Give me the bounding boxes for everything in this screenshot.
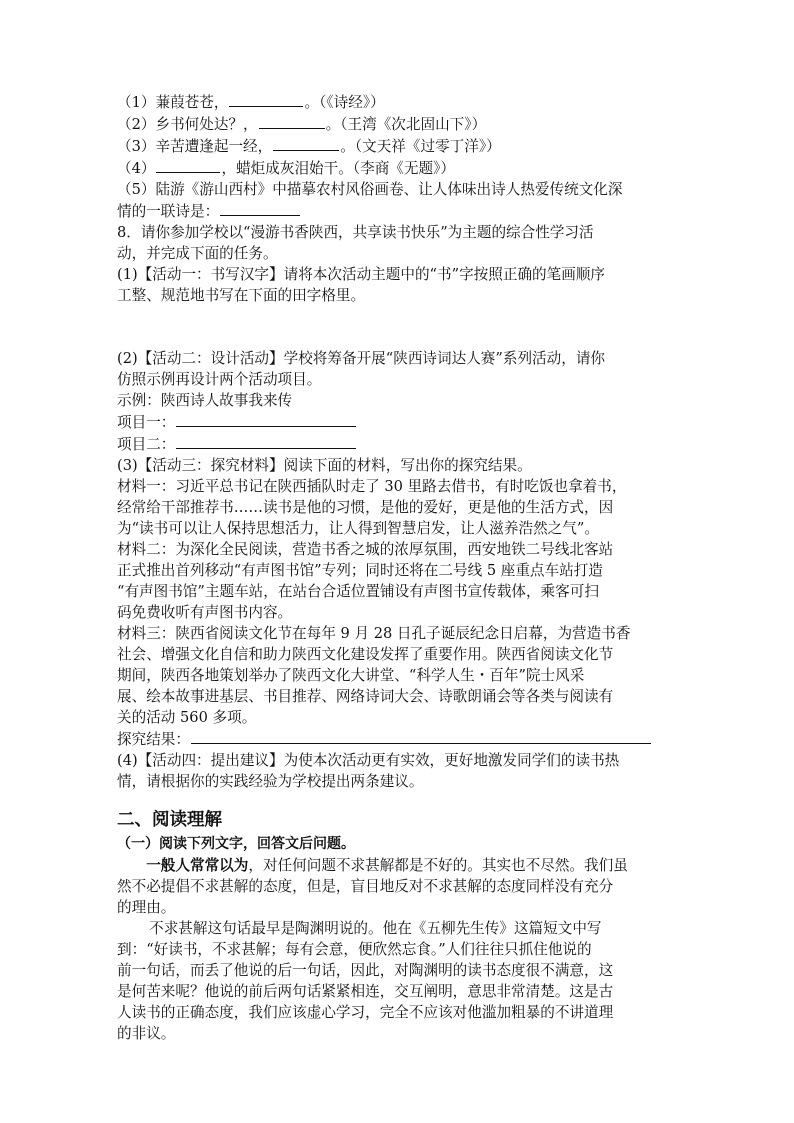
q7-item-1-pre: （1）蒹葭苍苍， (117, 94, 229, 111)
paragraph-line: 然不必提倡不求甚解的态度，但是，盲目地反对不求甚解的态度同样没有充分 (117, 878, 614, 895)
answer-blank[interactable] (259, 113, 325, 129)
passage-paragraph-1 (117, 855, 677, 918)
material-3-line: 展、绘本故事进基层、书目推荐、网络诗词大会、诗歌朗诵会等各类与阅读有 (117, 688, 614, 705)
answer-blank[interactable] (229, 91, 303, 107)
q7-item-2-post: 。（王湾《次北固山下》） (325, 116, 487, 133)
q7-item-2-pre: （2）乡书何处达？， (117, 116, 258, 133)
answer-blank[interactable] (220, 200, 300, 216)
q7-item-3 (117, 135, 677, 157)
q7-item-4-pre: （4） (117, 160, 156, 177)
material-2 (117, 539, 677, 623)
project-2-blank[interactable] (176, 433, 356, 449)
q8-intro-line-1: 8．请你参加学校以“漫游书香陕西，共享读书快乐”为主题的综合性学习活 (117, 224, 594, 241)
paragraph-line: 不求甚解这句话最早是陶渊明说的。他在《五柳先生传》这篇短文中写 (149, 920, 602, 937)
answer-blank[interactable] (156, 157, 220, 173)
material-2-line: 正式推出首列移动“有声图书馆”专列；同时还将在二号线 5 座重点车站打造 (117, 562, 603, 579)
q7-item-5-line-1: （5）陆游《游山西村》中描摹农村风俗画卷、让人体味出诗人热爱传统文化深 (117, 181, 623, 198)
section-2-title: 二、阅读理解 (117, 810, 222, 830)
q8-activity-4-line-2: 情，请根据你的实践经验为学校提出两条建议。 (117, 773, 424, 790)
project-1-blank[interactable] (176, 411, 356, 427)
writing-grid-space (117, 306, 677, 348)
q7-item-4 (117, 157, 677, 179)
material-1-line: 为“读书可以让人保持思想活力，让人得到智慧启发，让人滋养浩然之气”。 (117, 520, 599, 537)
paragraph-line: 是何苦来呢？他说的前后两句话紧紧相连，交互阐明，意思非常清楚。这是古 (117, 983, 614, 1000)
q8-example: 示例：陕西诗人故事我来传 (117, 392, 293, 409)
result-blank[interactable] (191, 728, 651, 744)
q8-activity-2-line-2: 仿照示例再设计两个活动项目。 (117, 371, 322, 388)
section-2-subtitle: （一）阅读下列文字，回答文后问题。 (117, 836, 355, 852)
document-page (117, 91, 677, 1044)
q8-result (117, 728, 677, 750)
q7-item-1 (117, 91, 677, 113)
paragraph-line: 人读书的正确态度，我们应该虚心学习，完全不应该对他滥加粗暴的不讲道理 (117, 1004, 614, 1021)
material-2-line: “有声图书馆”主题车站，在站台合适位置铺设有声图书宣传载体，乘客可扫 (117, 583, 599, 600)
material-1 (117, 476, 677, 539)
q8-project-1 (117, 411, 677, 433)
q7-item-3-post: 。（文天祥《过零丁洋》） (340, 138, 501, 155)
q7-item-1-post: 。（《诗经》） (304, 94, 385, 111)
q7-item-3-pre: （3）辛苦遭逢起一经， (117, 138, 273, 155)
paragraph-line: 的非议。 (117, 1025, 176, 1042)
material-2-line: 材料二：为深化全民阅读，营造书香之城的浓厚氛围，西安地铁二号线北客站 (117, 541, 614, 558)
q7-item-5-text: 情的一联诗是： (117, 203, 220, 220)
project-1-label: 项目一： (117, 414, 176, 431)
q8-activity-1-line-1: (1)【活动一：书写汉字】请将本次活动主题中的“书”字按照正确的笔画顺序 (117, 266, 606, 283)
passage-paragraph-2 (117, 918, 677, 1044)
q8-project-2 (117, 433, 677, 455)
material-3-line: 材料三：陕西省阅读文化节在每年 9 月 28 日孔子诞辰纪念日启幕，为营造书香 (117, 625, 631, 642)
bold-phrase: 一般人常常以为 (146, 857, 249, 874)
q8-activity-2-line-1: (2)【活动二：设计活动】学校将筹备开展“陕西诗词达人赛”系列活动，请你 (117, 350, 606, 367)
material-3-line: 关的活动 560 多项。 (117, 709, 257, 726)
q7-item-5-line-2 (117, 200, 677, 222)
answer-blank[interactable] (273, 135, 339, 151)
material-3-line: 社会、增强文化自信和助力陕西文化建设发挥了重要作用。陕西省阅读文化节 (117, 646, 614, 663)
q8-activity-1-line-2: 工整、规范地书写在下面的田字格里。 (117, 287, 366, 304)
q8-activity-3: (3)【活动三：探究材料】阅读下面的材料，写出你的探究结果。 (117, 457, 532, 474)
material-3-line: 期间，陕西各地策划举办了陕西文化大讲堂、“科学人生・百年”院士风采 (117, 667, 585, 684)
q8-intro-line-2: 动，并完成下面的任务。 (117, 245, 278, 262)
material-1-line: 经常给干部推荐书……读书是他的习惯，是他的爱好，更是他的生活方式，因 (117, 499, 614, 516)
project-2-label: 项目二： (117, 436, 176, 453)
material-3 (117, 623, 677, 728)
paragraph-line: 的理由。 (117, 899, 176, 916)
material-2-line: 码免费收听有声图书内容。 (117, 604, 293, 621)
result-label: 探究结果： (117, 731, 190, 748)
material-1-line: 材料一：习近平总书记在陕西插队时走了 30 里路去借书，有时吃饭也拿着书， (117, 478, 627, 495)
paragraph-line: 前一句话，而丢了他说的后一句话，因此，对陶渊明的读书态度很不满意，这 (117, 962, 614, 979)
q7-item-4-post: ，蜡炬成灰泪始干。（李商《无题》） (221, 160, 455, 177)
paragraph-text: ，对任何问题不求甚解都是不好的。其实也不尽然。我们虽 (248, 857, 628, 874)
paragraph-line: 到：“好读书，不求甚解；每有会意，便欣然忘食。”人们往往只抓住他说的 (117, 941, 592, 958)
paragraph-line (117, 855, 677, 876)
q8-activity-4-line-1: (4)【活动四：提出建议】为使本次活动更有实效，更好地激发同学们的读书热 (117, 752, 620, 769)
q7-item-2 (117, 113, 677, 135)
